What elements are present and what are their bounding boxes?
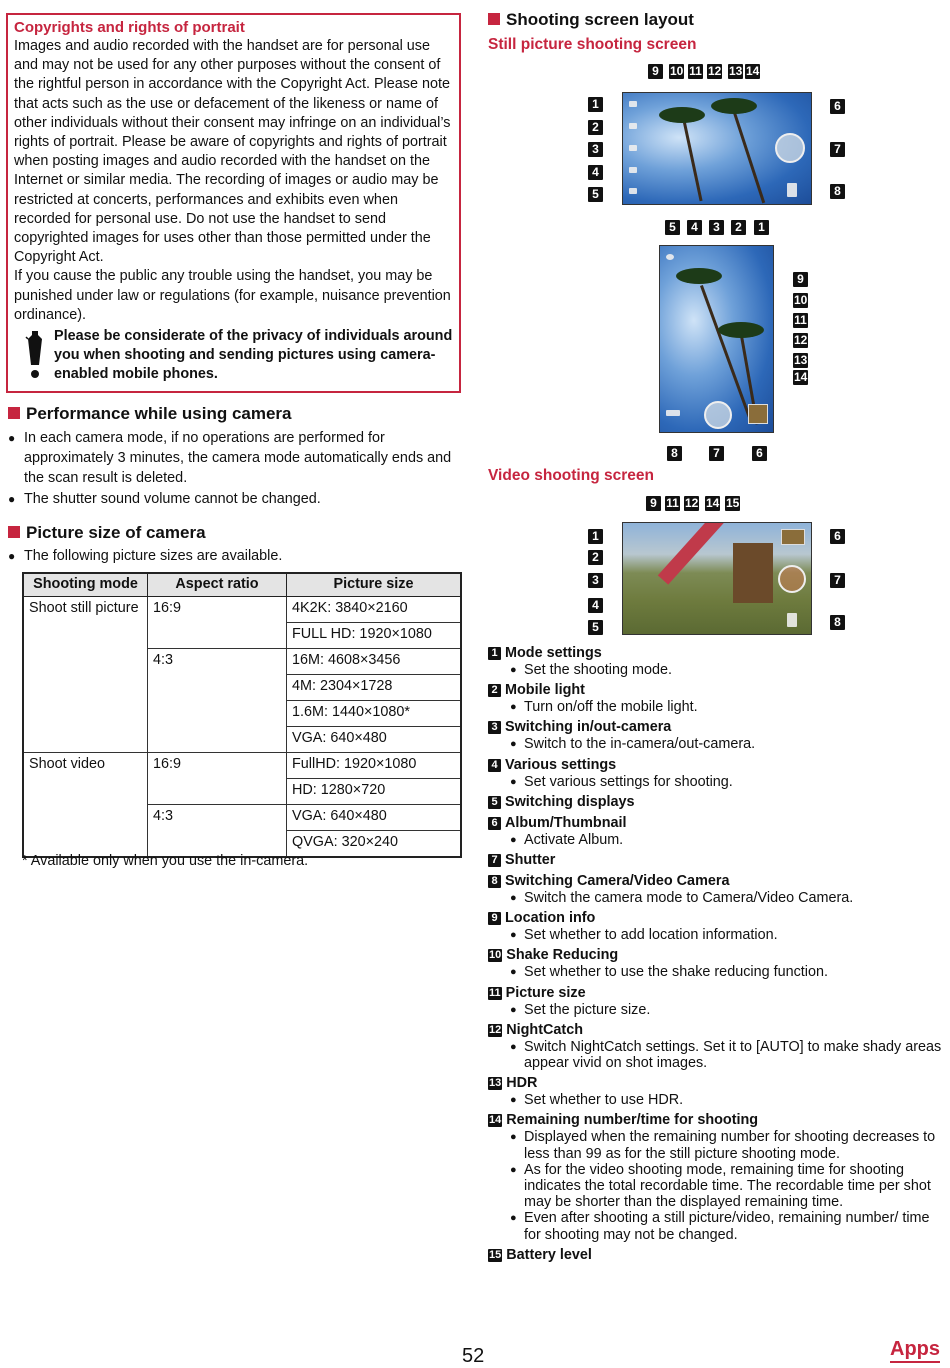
callout-number [830,182,845,201]
callout-number [709,444,724,463]
layout-item-label: Mode settings [505,645,602,661]
callout-number [687,218,702,237]
layout-item-bullets [488,699,943,715]
still-screen-subheading: Still picture shooting screen [488,36,697,53]
layout-item-label: Album/Thumbnail [505,814,627,831]
thumbnail-icon [748,404,768,424]
column-header: Shooting mode [23,573,148,597]
display-icon [666,254,674,260]
performance-heading: Performance while using camera [8,403,292,425]
layout-item [488,985,943,1018]
callout-number [793,270,808,289]
number-badge: 13 [794,353,808,367]
number-badge: 2 [488,684,501,697]
layout-item-title [488,645,943,662]
number-badge: 11 [689,64,702,78]
list-item: ● The shutter sound volume cannot be changed. [8,489,453,509]
layout-item-bullets [488,662,943,678]
list-item: ● Even after shooting a still picture/video, remaining number/ time for shooting may not be changed. [510,1210,943,1242]
list-item: ● Set various settings for shooting. [510,774,943,790]
list-item: ● As for the video shooting mode, remaining time for shooting indicates the total recordable time. The recordable time per shot may be shorter than the displayed remaining time. [510,1162,943,1211]
camera-video-toggle-icon [787,183,797,197]
shutter-icon [704,401,732,429]
layout-item-title [488,873,943,890]
layout-item-label: Shake Reducing [506,947,619,964]
callout-number [793,291,808,310]
copyright-title: Copyrights and rights of portrait [14,19,245,36]
number-badge: 9 [646,496,661,511]
number-badge: 5 [488,796,501,809]
callout-number [669,62,684,81]
palm-trunk [733,112,765,203]
table-row [23,597,461,623]
number-badge: 8 [830,184,845,199]
number-badge: 9 [648,64,663,79]
camera-video-toggle-icon [666,410,680,416]
layout-item-bullets [488,774,943,790]
number-badge: 9 [793,272,808,287]
layout-item [488,1247,943,1264]
layout-item-label: Remaining number/time for shooting [506,1112,759,1129]
layout-item [488,645,943,678]
layout-item-label: Battery level [506,1246,592,1263]
number-badge: 13 [729,64,743,78]
number-badge: 11 [489,986,501,999]
picture-size-cell: FULL HD: 1920×1080 [287,623,462,649]
list-item: ● Switch to the in-camera/out-camera. [510,736,943,752]
section-marker-icon [8,526,20,538]
callout-number [830,97,845,116]
light-icon [629,123,637,129]
layout-item-title [488,815,943,832]
callout-number [830,613,845,632]
layout-item-list [488,645,943,1264]
number-badge: 12 [708,64,722,78]
number-badge: 3 [588,573,603,588]
callout-number [588,140,603,159]
privacy-note [14,327,453,385]
number-badge: 1 [588,97,603,112]
caution-icon [22,329,48,381]
number-badge: 9 [488,912,501,925]
still-portrait-screenshot [659,245,774,433]
layout-item-title [488,1022,943,1039]
aspect-ratio-cell: 4:3 [148,649,287,753]
layout-item-bullets [488,736,943,752]
number-badge: 5 [588,620,603,635]
layout-heading: Shooting screen layout [488,9,694,31]
picture-size-intro [8,547,453,567]
number-badge: 2 [588,120,603,135]
palm-fronds [676,268,722,284]
list-item: ● Set the shooting mode. [510,662,943,678]
callout-number [793,311,808,330]
display-icon [629,188,637,194]
picture-size-cell: VGA: 640×480 [287,727,462,753]
layout-item [488,1022,943,1071]
list-item: ● Switch the camera mode to Camera/Video Camera. [510,890,943,906]
layout-item-label: Mobile light [505,682,585,699]
callout-number [648,62,663,81]
picture-size-heading: Picture size of camera [8,522,206,544]
layout-item [488,947,943,980]
number-badge: 1 [588,529,603,544]
layout-item-label: Switching in/out-camera [505,719,672,736]
callout-number [705,494,720,513]
still-landscape-screenshot [622,92,812,205]
callout-number [588,571,603,590]
shutter-icon [775,133,805,163]
layout-item-bullets [488,1129,943,1242]
layout-item-bullets [488,927,943,943]
layout-item-title [488,757,943,774]
aspect-ratio-cell: 16:9 [148,753,287,805]
picture-size-cell: VGA: 640×480 [287,805,462,831]
number-badge: 13 [489,1077,502,1090]
table-row [23,753,461,779]
picture-size-cell: QVGA: 320×240 [287,831,462,858]
list-item: ● Set the picture size. [510,1002,943,1018]
layout-item [488,1075,943,1108]
number-badge: 2 [731,220,746,235]
number-badge: 4 [687,220,702,235]
layout-item [488,852,943,869]
picture-size-cell: 4K2K: 3840×2160 [287,597,462,623]
aspect-ratio-cell: 16:9 [148,597,287,649]
layout-item-label: Shutter [505,852,556,869]
privacy-text: Please be considerate of the privacy of individuals around you when shooting and sending pictures using camera-enabled mobile phones. [54,328,453,383]
callout-number [754,218,769,237]
number-badge: 10 [489,949,502,962]
callout-number [588,548,603,567]
number-badge: 10 [794,293,808,307]
callout-number [665,494,680,513]
section-marker-icon [8,407,20,419]
layout-item [488,682,943,715]
mode-icon [629,101,637,107]
layout-item-label: Location info [505,910,596,927]
number-badge: 7 [488,854,501,867]
layout-item-label: NightCatch [506,1021,583,1038]
callout-number [588,118,603,137]
list-item: ● Set whether to add location information. [510,927,943,943]
callout-number [745,62,760,81]
number-badge: 4 [588,165,603,180]
aspect-ratio-cell: 4:3 [148,805,287,858]
table-footnote: * Available only when you use the in-camera. [22,853,309,869]
layout-item-bullets [488,832,943,848]
callout-number [830,140,845,159]
layout-item [488,815,943,848]
picture-size-table [22,572,462,858]
callout-number [793,331,808,350]
callout-number [709,218,724,237]
list-item: ● Set whether to use the shake reducing function. [510,964,943,980]
layout-item-title [488,1112,943,1129]
layout-item-label: Switching Camera/Video Camera [505,873,730,890]
number-badge: 8 [830,615,845,630]
copyright-body-2: If you cause the public any trouble using the handset, you may be punished under law or regulations (for example, nuisance prevention ordinance). [14,268,451,323]
callout-number [588,95,603,114]
picture-size-cell: 1.6M: 1440×1080* [287,701,462,727]
number-badge: 12 [685,496,699,510]
number-badge: 12 [489,1023,502,1036]
video-screenshot [622,522,812,635]
layout-item-bullets [488,1092,943,1108]
number-badge: 1 [754,220,769,235]
callout-number [588,163,603,182]
number-badge: 8 [488,875,501,888]
number-badge: 4 [588,598,603,613]
video-screen-subheading: Video shooting screen [488,467,654,484]
callout-number [588,185,603,204]
picture-size-cell: 16M: 4608×3456 [287,649,462,675]
layout-item-title [488,1247,943,1264]
layout-item-title [488,852,943,869]
number-badge: 3 [709,220,724,235]
layout-item-bullets [488,1039,943,1071]
apps-section-link[interactable]: Apps [890,1337,940,1363]
layout-item-title [488,985,943,1002]
callout-number [752,444,767,463]
number-badge: 7 [830,573,845,588]
palm-fronds [659,107,705,123]
layout-item-title [488,682,943,699]
layout-item-label: Switching displays [505,793,635,810]
layout-item [488,910,943,943]
list-item: ● Activate Album. [510,832,943,848]
table-header-row [23,573,461,597]
shooting-mode-cell: Shoot video [23,753,148,858]
number-badge: 15 [489,1248,502,1261]
picture-size-cell: 4M: 2304×1728 [287,675,462,701]
copyright-notice-box [6,13,461,393]
list-item: ● Turn on/off the mobile light. [510,699,943,715]
playground-structure [733,543,773,603]
copyright-body: Images and audio recorded with the handset are for personal use and may not be used for any other purposes without the consent of the rightful person in accordance with the Copyright Act. Please note that acts such as the use or defacement of the likeness or name of other individuals without their consent may infringe on an individual’s rights of portrait. Please be aware of copyrights and rights of portrait when posting images and audio recorded with the handset on the Internet or similar media. The recording of images or audio may be restricted at concerts, performances and exhibits even when recorded for personal use. Do not use the handset to send copyrighted images for uses other than those permitted under the Copyright Act. [14,38,451,266]
thumbnail-icon [781,529,805,545]
number-badge: 6 [830,529,845,544]
palm-trunk [683,122,703,201]
camera-video-toggle-icon [787,613,797,627]
callout-number [731,218,746,237]
number-badge: 7 [830,142,845,157]
list-item: ● Set whether to use HDR. [510,1092,943,1108]
layout-item-label: HDR [506,1075,538,1092]
page-number: 52 [462,1345,485,1367]
number-badge: 6 [488,817,501,830]
callout-number [725,494,740,513]
layout-item-title [488,910,943,927]
number-badge: 2 [588,550,603,565]
shutter-icon [778,565,806,593]
list-item: ● The following picture sizes are available. [8,547,453,566]
number-badge: 6 [752,446,767,461]
picture-size-cell: HD: 1280×720 [287,779,462,805]
number-badge: 14 [746,64,760,78]
list-item: ● Displayed when the remaining number for shooting decreases to less than 99 as for the still picture shooting mode. [510,1129,943,1161]
layout-item-title [488,794,943,811]
number-badge: 5 [588,187,603,202]
number-badge: 7 [709,446,724,461]
column-header: Picture size [287,573,462,597]
layout-item [488,757,943,790]
layout-item-title [488,947,943,964]
callout-number [688,62,703,81]
callout-number [667,444,682,463]
list-item: ● In each camera mode, if no operations are performed for approximately 3 minutes, the camera mode automatically ends and the scan result is deleted. [8,428,453,488]
layout-item-bullets [488,890,943,906]
list-item: ● Switch NightCatch settings. Set it to [AUTO] to make shady areas appear vivid on shot images. [510,1039,943,1071]
number-badge: 5 [665,220,680,235]
column-header: Aspect ratio [148,573,287,597]
callout-number [588,596,603,615]
number-badge: 6 [830,99,845,114]
layout-item-bullets [488,1002,943,1018]
number-badge: 14 [794,370,808,384]
layout-item [488,873,943,906]
callout-number [793,368,808,387]
callout-number [830,527,845,546]
number-badge: 3 [488,721,501,734]
number-badge: 14 [489,1114,502,1127]
callout-number [684,494,699,513]
callout-number [707,62,722,81]
layout-item [488,719,943,752]
number-badge: 11 [794,313,807,327]
number-badge: 1 [488,647,501,660]
picture-size-cell: FullHD: 1920×1080 [287,753,462,779]
callout-number [728,62,743,81]
number-badge: 12 [794,333,808,347]
camera-switch-icon [629,145,637,151]
layout-item-label: Various settings [505,756,617,773]
number-badge: 10 [670,64,684,78]
shooting-mode-cell: Shoot still picture [23,597,148,753]
layout-item [488,1112,943,1242]
layout-item-label: Picture size [505,984,586,1001]
performance-list [8,428,453,510]
number-badge: 4 [488,759,501,772]
number-badge: 14 [706,496,720,510]
layout-item-title [488,719,943,736]
number-badge: 3 [588,142,603,157]
number-badge: 11 [666,496,679,510]
section-marker-icon [488,13,500,25]
palm-fronds [711,98,757,114]
number-badge: 15 [726,496,740,510]
callout-number [588,527,603,546]
callout-number [588,618,603,637]
layout-item [488,794,943,811]
callout-number [665,218,680,237]
callout-number [830,571,845,590]
layout-item-bullets [488,964,943,980]
number-badge: 8 [667,446,682,461]
layout-item-title [488,1075,943,1092]
callout-number [646,494,661,513]
settings-icon [629,167,637,173]
palm-fronds [718,322,764,338]
